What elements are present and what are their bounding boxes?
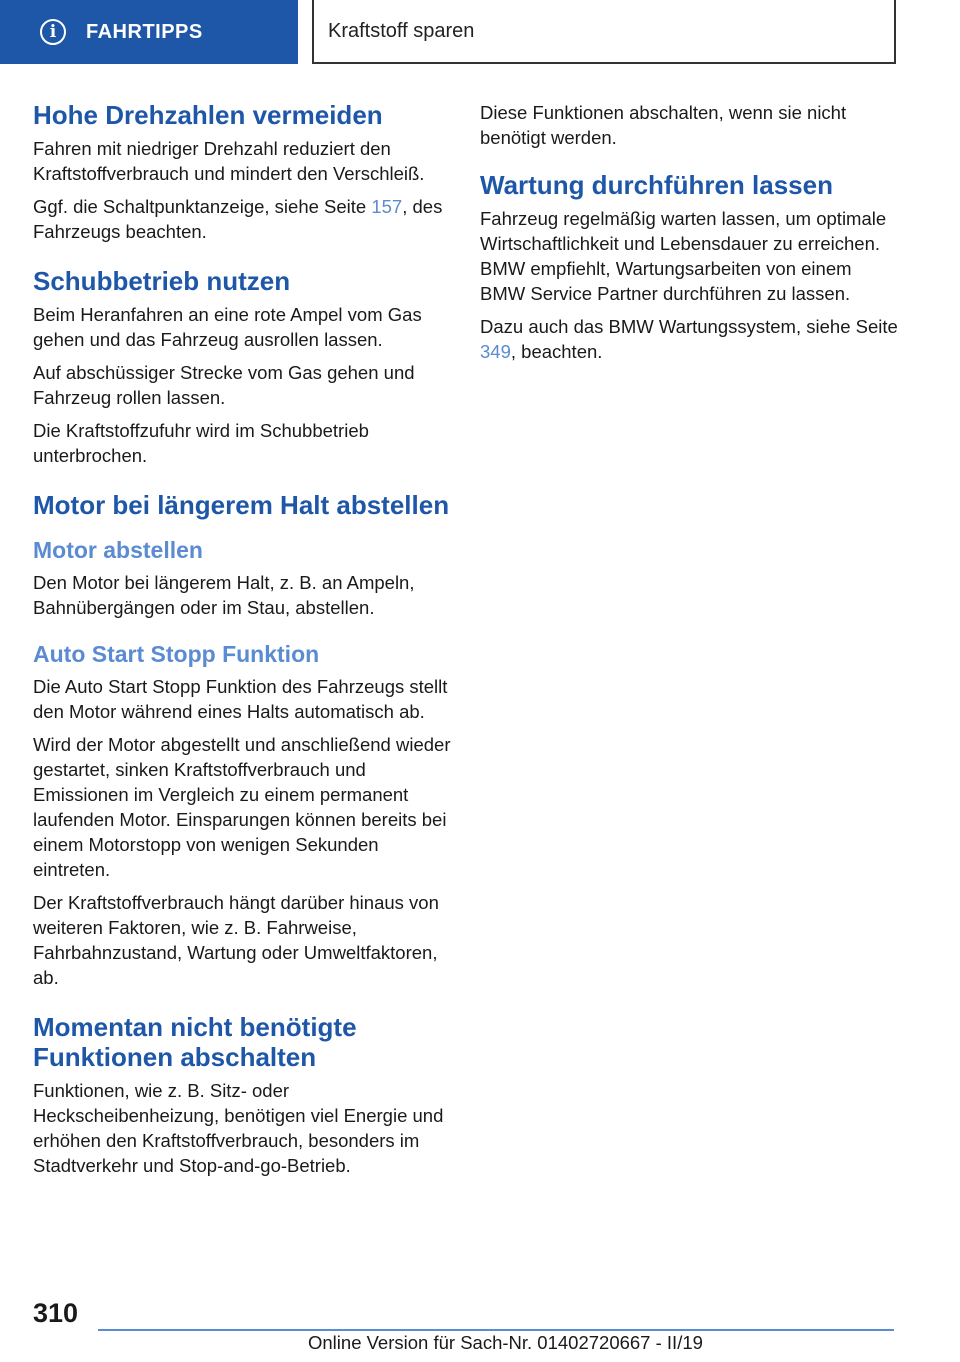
paragraph: Fahren mit niedriger Drehzahl reduziert den Kraftstoffverbrauch und mindert den Verschleiß. <box>33 138 425 184</box>
section-header <box>312 0 896 64</box>
heading-funktionen-abschalten: Momentan nicht benötigte Funktionen abschalten <box>33 1012 357 1072</box>
paragraph: Den Motor bei längerem Halt, z. B. an Ampeln, Bahnübergängen oder im Stau, abstellen. <box>33 572 415 618</box>
heading-wartung: Wartung durchführen lassen <box>480 170 833 200</box>
heading-motor-halt: Motor bei längerem Halt abstellen <box>33 490 450 520</box>
paragraph: Der Kraftstoffverbrauch hängt darüber hinaus von weiteren Faktoren, wie z. B. Fahrweise, Fahrbahnzustand, Wartung oder Umweltfaktoren, ab. <box>33 892 439 988</box>
paragraph: Fahrzeug regelmäßig warten lassen, um optimale Wirtschaftlichkeit und Lebensdauer zu erreichen. BMW empfiehlt, Wartungsarbeiten von einem BMW Service Partner durchführen zu lassen. <box>480 208 887 304</box>
heading-schubbetrieb: Schubbetrieb nutzen <box>33 266 291 296</box>
paragraph: Auf abschüssiger Strecke vom Gas gehen und Fahrzeug rollen lassen. <box>33 362 415 408</box>
text-segment: Ggf. die Schaltpunktanzeige, siehe Seite <box>33 196 372 217</box>
paragraph <box>33 194 453 244</box>
paragraph: Diese Funktionen abschalten, wenn sie nicht benötigt werden. <box>480 102 847 148</box>
page-number: 310 <box>33 1298 79 1328</box>
paragraph: Funktionen, wie z. B. Sitz- oder Heckscheibenheizung, benötigen viel Energie und erhöhen den Kraftstoffverbrauch, besonders im Stadtverkehr und Stop-and-go-Betrieb. <box>33 1080 444 1176</box>
chapter-label: FAHRTIPPS <box>86 20 203 43</box>
text-segment: Dazu auch das BMW Wartungssystem, siehe Seite <box>480 316 898 337</box>
paragraph <box>480 314 900 364</box>
subheading-motor-abstellen: Motor abstellen <box>33 537 203 563</box>
page-link-157[interactable]: 157 <box>371 196 403 217</box>
info-icon: i <box>40 19 66 45</box>
right-column <box>480 100 900 372</box>
paragraph: Die Auto Start Stopp Funktion des Fahrzeugs stellt den Motor während eines Halts automatisch ab. <box>33 676 448 722</box>
paragraph: Die Kraftstoffzufuhr wird im Schubbetrieb unterbrochen. <box>33 420 369 466</box>
left-column <box>33 100 453 1186</box>
subheading-auto-start-stopp: Auto Start Stopp Funktion <box>33 641 320 667</box>
section-title: Kraftstoff sparen <box>328 19 475 42</box>
footer-divider <box>98 1329 894 1331</box>
heading-hohe-drehzahlen: Hohe Drehzahlen vermeiden <box>33 100 383 130</box>
page-link-349[interactable]: 349 <box>480 341 511 362</box>
paragraph: Beim Heranfahren an eine rote Ampel vom Gas gehen und das Fahrzeug ausrollen lassen. <box>33 304 422 350</box>
chapter-tab[interactable] <box>0 0 298 64</box>
text-segment: , des Fahrzeugs beachten. <box>33 196 443 242</box>
footer-text: Online Version für Sach-Nr. 01402720667 - II/19 <box>308 1332 703 1353</box>
paragraph: Wird der Motor abgestellt und anschließend wieder gestartet, sinken Kraftstoffverbrauch und Emissionen im Vergleich zu einem permanent laufenden Motor. Einsparungen können bereits bei einem Motorstopp von wenigen Sekunden eintreten. <box>33 734 451 880</box>
text-segment: , beachten. <box>510 341 603 362</box>
